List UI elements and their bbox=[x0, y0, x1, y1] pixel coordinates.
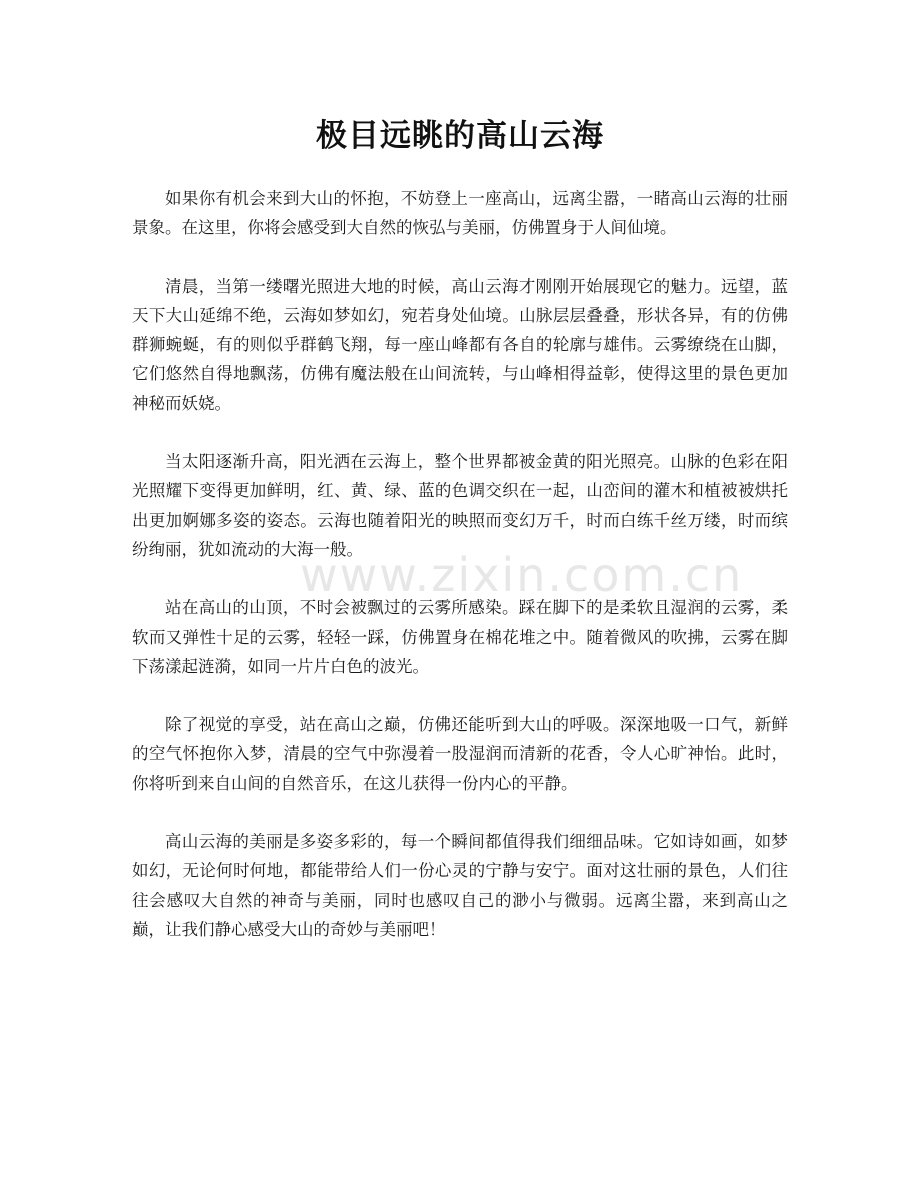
document-title: 极目远眺的高山云海 bbox=[316, 118, 604, 154]
paragraph-3: 当太阳逐渐升高，阳光洒在云海上，整个世界都被金黄的阳光照亮。山脉的色彩在阳光照耀下变得更加鲜明，红、黄、绿、蓝的色调交织在一起，山峦间的灌木和植被被烘托出更加婀娜多姿的姿态。云海也随着阳光的映照而变幻万千，时而白练千丝万缕，时而缤纷绚丽，犹如流动的大海一般。 bbox=[132, 452, 788, 559]
paragraph-2: 清晨，当第一缕曙光照进大地的时候，高山云海才刚刚开始展现它的魅力。远望，蓝天下大山延绵不绝，云海如梦如幻，宛若身处仙境。山脉层层叠叠，形状各异，有的仿佛群狮蜿蜒，有的则似乎群鹤飞翔，每一座山峰都有各自的轮廓与雄伟。云雾缭绕在山脚，它们悠然自得地飘荡，仿佛有魔法般在山间流转，与山峰相得益彰，使得这里的景色更加神秘而妖娆。 bbox=[132, 276, 788, 413]
paragraph-5: 除了视觉的享受，站在高山之巅，仿佛还能听到大山的呼吸。深深地吸一口气，新鲜的空气怀抱你入梦，清晨的空气中弥漫着一股湿润而清新的花香，令人心旷神怡。此时，你将听到来自山间的自然音乐，在这儿获得一份内心的平静。 bbox=[132, 715, 788, 793]
watermark-text: www.zixin.com.cn bbox=[300, 548, 744, 602]
paragraph-6: 高山云海的美丽是多姿多彩的，每一个瞬间都值得我们细细品味。它如诗如画，如梦如幻，无论何时何地，都能带给人们一份心灵的宁静与安宁。面对这壮丽的景色，人们往往会感叹大自然的神奇与美丽，同时也感叹自己的渺小与微弱。远离尘嚣，来到高山之巅，让我们静心感受大山的奇妙与美丽吧！ bbox=[132, 832, 788, 939]
paragraph-4: 站在高山的山顶，不时会被飘过的云雾所感染。踩在脚下的是柔软且湿润的云雾，柔软而又弹性十足的云雾，轻轻一踩，仿佛置身在棉花堆之中。随着微风的吹拂，云雾在脚下荡漾起涟漪，如同一片片白色的波光。 bbox=[132, 598, 788, 676]
paragraph-1: 如果你有机会来到大山的怀抱，不妨登上一座高山，远离尘嚣，一睹高山云海的壮丽景象。在这里，你将会感受到大自然的恢弘与美丽，仿佛置身于人间仙境。 bbox=[132, 189, 788, 238]
document-body bbox=[132, 184, 788, 973]
